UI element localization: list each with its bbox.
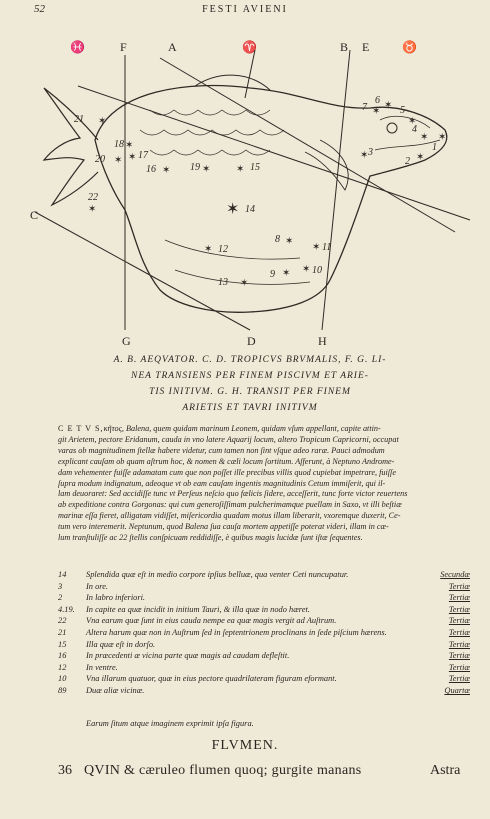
table-row	[58, 650, 470, 662]
catchword: Astra	[430, 763, 461, 778]
aries-sign: ♈	[242, 40, 257, 54]
whale-scales-row3	[150, 150, 270, 155]
star-num: 3	[58, 581, 63, 591]
star-desc: In labro inferiori.	[86, 593, 146, 603]
verse-number: 36	[58, 763, 72, 778]
star-num: 22	[58, 616, 67, 626]
star-num: 10	[58, 674, 67, 684]
prose-line: lam deuoraret: Sed accidiſſe tunc vt Perſeus neſcio quo fælicis ſidere, acceſſerit, tunc forte victor reuertens	[58, 489, 408, 499]
table-row	[58, 569, 470, 581]
star-label-2: 2	[405, 156, 410, 167]
table-row	[58, 581, 470, 593]
letter-f: F	[120, 40, 127, 54]
star-glyph-15: ✶	[236, 164, 245, 175]
whale-tail	[44, 88, 98, 205]
star-num: 15	[58, 639, 67, 649]
star-glyph-2: ✶	[416, 152, 425, 163]
figure-caption	[60, 352, 440, 416]
star-glyph-10: ✶	[302, 264, 311, 275]
star-glyph-14: ✶	[226, 201, 240, 218]
cetus-constellation-figure	[0, 0, 490, 360]
star-label-14: 14	[245, 204, 255, 215]
whale-mouth	[375, 140, 440, 150]
letter-a: A	[168, 40, 177, 54]
letter-d: D	[247, 334, 256, 348]
letter-c: C	[30, 208, 39, 222]
star-magnitude: Secundæ	[440, 570, 470, 579]
table-row	[58, 662, 470, 674]
star-label-20: 20	[95, 154, 105, 165]
star-magnitude: Tertiæ	[448, 593, 470, 603]
star-label-5: 5	[400, 105, 405, 116]
star-num: 4.19.	[58, 604, 75, 614]
prose-line: varas ob magnitudinem ſtellæ habere videtur, cum tamen non ſint vſque adeo raræ. Pauci admodum	[58, 445, 385, 455]
page-number: 52	[34, 3, 45, 15]
table-row	[58, 604, 470, 616]
star-label-1: 1	[432, 142, 437, 153]
letter-g: G	[122, 334, 131, 348]
whale-scales-row2	[140, 130, 284, 135]
prose-line: git Arietem, pectore Eridanum, cauda in vno latere Aquarij locum, altero Tropicum Capricorni, occupat	[58, 434, 399, 444]
star-glyph-3: ✶	[360, 150, 369, 161]
dorsal-fin	[195, 75, 270, 90]
star-table	[58, 569, 470, 697]
star-glyph-20: ✶	[114, 155, 123, 166]
line-boundary	[160, 58, 455, 232]
table-row	[58, 685, 470, 697]
star-glyph-11: ✶	[312, 242, 321, 253]
star-glyph-17: ✶	[128, 152, 137, 163]
star-label-7: 7	[362, 102, 367, 113]
star-num: 14	[58, 570, 67, 579]
prose-line: ſupra modum indignatum, adeoque vt ob eam cauſam ingentis magnitudinis Cetum immiſerit, qui il-	[58, 478, 386, 488]
star-label-21: 21	[74, 114, 84, 125]
line-aries	[245, 50, 255, 98]
caption-line: NEA TRANSIENS PER FINEM PISCIVM ET ARIE-	[131, 371, 369, 381]
star-glyph-8: ✶	[285, 236, 294, 247]
star-label-4: 4	[412, 124, 417, 135]
star-glyph-18: ✶	[125, 140, 134, 151]
star-label-18: 18	[114, 139, 124, 150]
prose-lead: C E T V S,	[58, 424, 104, 433]
prose-line-text: , Balena, quem quidam marinum Leonem, quidam vſum appellant, capite attin-	[121, 424, 381, 433]
star-label-9: 9	[270, 269, 275, 280]
star-desc: Illa quæ eſt in dorſo.	[86, 639, 156, 649]
star-num: 89	[58, 685, 67, 695]
line-c-d	[35, 212, 250, 330]
star-num: 12	[58, 662, 67, 672]
star-label-15: 15	[250, 162, 260, 173]
table-row	[58, 592, 470, 604]
star-glyph-12: ✶	[204, 244, 213, 255]
star-label-11: 11	[322, 242, 332, 253]
star-glyph-16: ✶	[162, 165, 171, 176]
star-desc: Duæ aliæ vicinæ.	[86, 685, 145, 695]
star-magnitude: Tertiæ	[448, 639, 470, 649]
prose-greek: κῆτος	[103, 424, 122, 433]
star-glyph-21: ✶	[98, 116, 107, 127]
prose-line: tum vero interemerit. Neptunum, quod Balena ſua cauſa mortem appetiſſe poterat videri, illam in cæ-	[58, 522, 389, 532]
star-glyph-7: ✶	[372, 106, 381, 117]
table-row	[58, 615, 470, 627]
star-label-13: 13	[218, 277, 228, 288]
pisces-sign: ♓	[70, 40, 85, 54]
table-row	[58, 639, 470, 651]
letter-e: E	[362, 40, 370, 54]
line-a-b-equator	[78, 86, 470, 220]
star-label-3: 3	[368, 147, 373, 158]
star-magnitude: Quartæ	[444, 685, 470, 695]
prose-line: lum tranſtuliſſe ac 22 ſtellis conſpicuam reddidiſſe, è quibus magis lucidæ ſunt iſtæ ſequentes.	[58, 533, 363, 543]
prose-line: dam vehementer fuiſſe adamatam cum que non poſſet ille precibus villis quod cupiebat impetrare, fuiſſe	[58, 467, 396, 477]
prose-line: explicant cauſam ob quam aſtrum hoc, & nomen & cæli locum ſortitum. Aſferunt, à Neptuno Androme-	[58, 456, 395, 466]
star-magnitude: Tertiæ	[448, 604, 470, 614]
star-glyph-1: ✶	[438, 132, 447, 143]
table-row	[58, 627, 470, 639]
prose-line	[58, 424, 470, 435]
star-desc: Vna illarum quatuor, quæ in eius pectore quadrilateram figuram eformant.	[86, 674, 337, 684]
star-label-10: 10	[312, 265, 322, 276]
taurus-sign: ♉	[402, 40, 417, 54]
star-desc: Altera harum quæ non in Auſtrum ſed in ſeptentrionem proclinans in ſede piſcium hærens.	[86, 627, 387, 637]
star-magnitude: Tertiæ	[448, 662, 470, 672]
star-magnitude: Tertiæ	[448, 627, 470, 637]
star-glyph-6: ✶	[384, 100, 393, 111]
star-glyph-19: ✶	[202, 164, 211, 175]
letter-h: H	[318, 334, 327, 348]
star-magnitude: Tertiæ	[448, 651, 470, 661]
line-e-h	[322, 50, 350, 330]
star-desc: In ore.	[86, 581, 109, 591]
star-glyph-13: ✶	[240, 278, 249, 289]
star-magnitude: Tertiæ	[448, 674, 470, 684]
prose-line: marinæ eſſa fieret, alligatam vidiſſet, miſericordia quadam motus illam liberarit, vxoremque duxerit, Ce-	[58, 511, 401, 521]
star-num: 2	[58, 593, 63, 603]
star-glyph-9: ✶	[282, 268, 291, 279]
closing-line: Earum ſitum atque imaginem exprimit ipſa figura.	[86, 719, 254, 728]
star-desc: Splendida quæ eſt in medio corpore ipſius belluæ, qua venter Ceti nuncupatur.	[86, 570, 349, 579]
caption-line: ARIETIS ET TAVRI INITIVM	[182, 403, 318, 413]
letter-b: B	[340, 40, 349, 54]
star-label-6: 6	[375, 95, 380, 106]
star-glyph-5: ✶	[408, 116, 417, 127]
star-label-16: 16	[146, 164, 156, 175]
star-desc: Vna earum quæ ſunt in eius cauda nempe ea quæ magis vergit ad Auſtrum.	[86, 616, 337, 626]
star-label-17: 17	[138, 150, 148, 161]
star-desc: In capite ea quæ incidit in initium Tauri, & illa quæ in nodo hæret.	[86, 604, 310, 614]
running-title: FESTI AVIENI	[202, 4, 288, 15]
star-desc: In ventre.	[86, 662, 118, 672]
table-row	[58, 673, 470, 685]
star-desc: In præcedenti æ vicina parte quæ magis ad caudam defleſtit.	[86, 651, 290, 661]
star-label-12: 12	[218, 244, 228, 255]
star-num: 16	[58, 651, 67, 661]
verse-text: QVIN & cæruleo flumen quoq; gurgite manans	[84, 763, 362, 778]
star-label-8: 8	[275, 234, 280, 245]
star-glyph-22: ✶	[88, 204, 97, 215]
whale-eye	[387, 123, 397, 133]
star-glyph-4: ✶	[420, 132, 429, 143]
star-num: 21	[58, 627, 67, 637]
prose-line: ab expeditione contra Gorgonas: qui cum generoſiſſimam pulcherimamque puellam in Saxo, vt illi beſtiæ	[58, 500, 402, 510]
star-magnitude: Tertiæ	[448, 616, 470, 626]
cetus-description	[58, 424, 470, 544]
star-label-19: 19	[190, 162, 200, 173]
caption-line: TIS INITIVM. G. H. TRANSIT PER FINEM	[149, 387, 351, 397]
section-heading: FLVMEN.	[211, 738, 279, 753]
caption-line: A. B. AEQVATOR. C. D. TROPICVS BRVMALIS, F. G. LI-	[113, 355, 387, 365]
star-label-22: 22	[88, 192, 98, 203]
star-magnitude: Tertiæ	[448, 581, 470, 591]
